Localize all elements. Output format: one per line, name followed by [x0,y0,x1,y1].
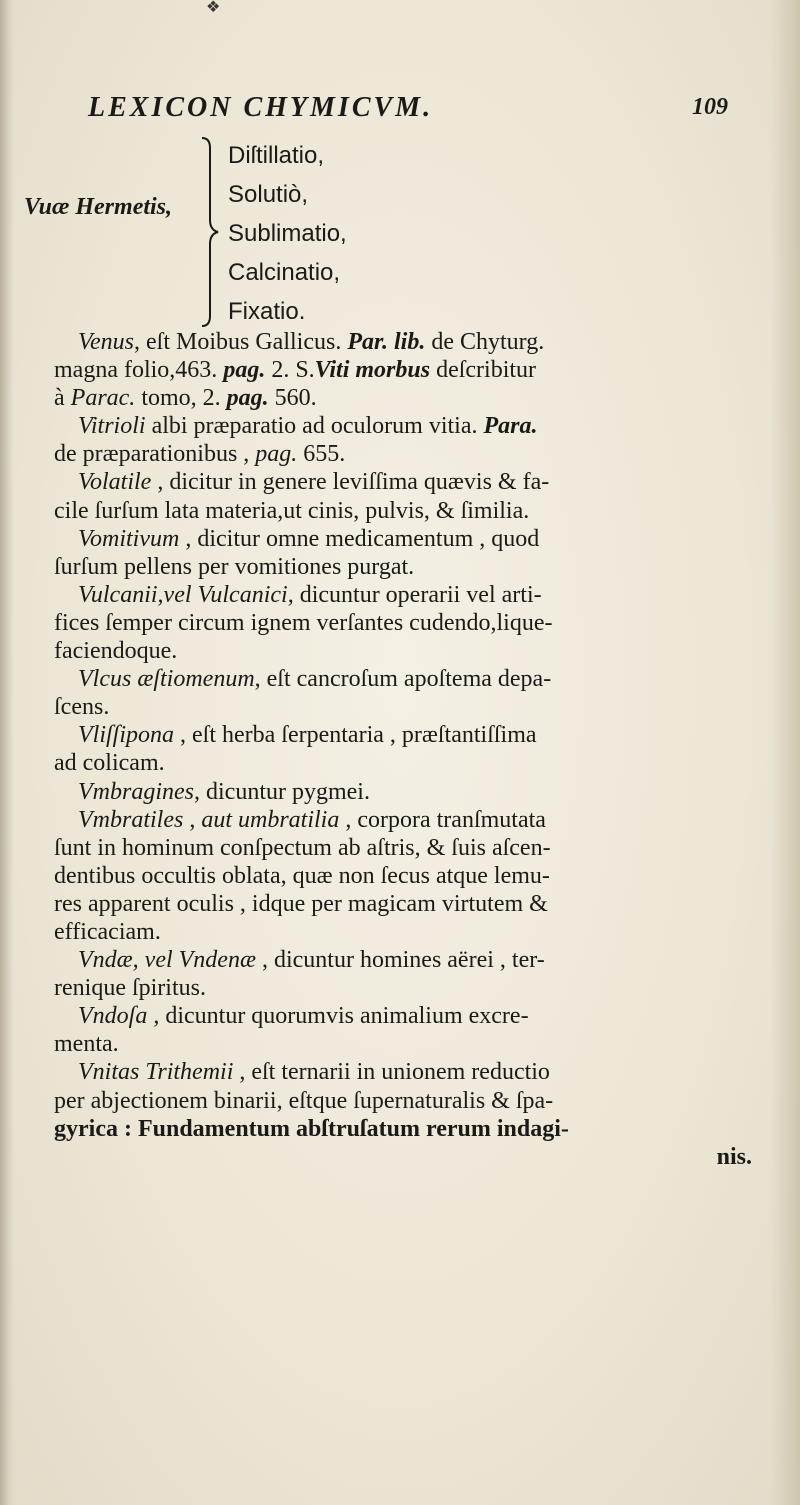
entry-text: Par. lib. [347,329,426,355]
lexicon-entry [54,468,768,524]
entry-headword: Volatile [78,469,152,496]
entry-line [54,1115,768,1143]
entry-text: Para. [483,413,538,440]
entry-text: 2. S. [265,357,315,384]
lexicon-entry [54,665,768,721]
entry-line [54,384,768,412]
entry-text: , corpora tranſmutata [339,806,546,833]
entry-line [54,553,768,581]
entry-line [54,412,768,440]
entry-text: dicuntur operarii vel arti- [293,581,542,608]
running-title: LEXICON CHYMICVM. [88,92,434,123]
entry-line [54,665,768,693]
entry-text: magna folio,463. [54,357,224,384]
entry-text: efficaciam. [54,918,161,945]
entry-text: , eſt Moibus [134,329,256,355]
entry-line [54,890,768,918]
entry-line [54,1143,768,1171]
entry-text: dentibus occultis oblata, quæ non ſecus atque lemu- [54,862,550,889]
lexicon-entry [54,946,768,1002]
lexicon-entry [54,412,768,468]
operation-item: Fixatio. [228,298,306,325]
entry-headword: Vlcus æſtiomenum [78,666,255,693]
entry-line [54,1030,768,1058]
entry-line [54,778,768,806]
entry-line [54,328,768,356]
entry-headword: Vomitivum [78,525,180,552]
entry-text: , dicuntur homines aërei , ter- [255,947,545,974]
entry-headword: Vndoſa [78,1003,148,1030]
entry-text: gyrica : Fundamentum abſtruſatum rerum indagi- [54,1115,569,1142]
entry-text: à [54,385,71,412]
entry-text: , eſt herba ſerpentaria , præſtantiſſima [174,722,537,749]
entry-line [54,1087,768,1115]
entry-line [54,525,768,553]
entry-text: , eſt cancroſum apoſtema depa- [254,666,552,693]
entry-headword: Vmbragines, [78,778,200,805]
entry-line [54,468,768,496]
entry-line [54,834,768,862]
entry-text: 655. [297,441,346,468]
entry-line [54,440,768,468]
running-header [88,92,728,132]
entry-headword: Venus [78,329,134,355]
entry-headword: Vndæ, vel Vndenæ [78,947,256,974]
entry-text: fices ſemper circum ignem verſantes cudendo,lique- [54,609,553,636]
entry-text: 560. [268,385,317,412]
entry-line [54,974,768,1002]
entry-text: ad colicam. [54,750,165,777]
operation-item: Diſtillatio, [228,142,325,169]
entry-headword: Vitrioli [78,413,146,440]
entry-text: pag. [255,441,298,468]
entry-line [54,946,768,974]
entry-headword: Vulcanii,vel Vulcanici, [78,581,294,608]
brace-icon [196,134,222,330]
entry-line [54,1058,768,1086]
entry-text: , dicitur omne medicamentum , quod [179,525,540,552]
operation-item: Sublimatio, [228,220,347,247]
entry-text: dicuntur pygmei. [200,778,370,805]
entry-text: res apparent oculis , idque per magicam virtutem & [54,890,548,917]
lexicon-entry [54,328,768,412]
entry-text: , [183,806,202,833]
printer-ornament: ❖ [206,0,221,16]
entry-text: de præparationibus , [54,441,256,468]
entry-line [54,721,768,749]
entry-text: renique ſpiritus. [54,975,206,1002]
lexicon-entry [54,525,768,581]
entry-line [54,637,768,665]
entry-text: de Chyturg. [425,329,545,355]
entry-line [54,609,768,637]
entry-text: Viti morbus [314,357,431,384]
entry-text: , eſt ternarii in unionem reductio [233,1059,550,1086]
entry-headword: Vliſſipona [78,722,174,749]
entry-text: , dicitur in genere leviſſima quævis & fa- [151,469,550,496]
entry-text: ſcens. [54,694,110,721]
entry-text: ſunt in hominum conſpectum ab aſtris, & ſuis aſcen- [54,834,551,861]
entry-headword: Vmbratiles [78,806,184,833]
lexicon-entry [54,581,768,665]
entry-line [54,918,768,946]
entry-text: nis. [716,1143,752,1170]
operation-item: Solutiò, [228,181,309,208]
entry-text: faciendoque. [54,638,178,665]
entry-text: deſcribitur [430,357,537,384]
lexicon-entry [54,1058,768,1170]
operation-list [228,136,347,331]
entry-line [54,806,768,834]
vue-hermetis-headword: Vuæ Hermetis, [24,194,173,220]
entry-text: Gallicus. [255,329,348,355]
entry-text: albi præparatio ad oculorum vitia. [145,413,484,440]
lexicon-entry [54,721,768,777]
entry-text: menta. [54,1031,119,1058]
page-gutter [0,0,14,1505]
entry-text: Parac. [70,385,136,412]
page-edge [770,0,800,1505]
entry-line [54,693,768,721]
entry-text: , dicuntur quorumvis animalium excre- [147,1003,529,1030]
entry-line [54,1002,768,1030]
entry-text: aut umbratilia [201,806,340,833]
entry-text: tomo, 2. [135,385,227,412]
entry-text: per abjectionem binarii, eſtque ſupernaturalis & ſpa- [54,1087,554,1114]
operation-item: Calcinatio, [228,259,341,286]
lexicon-entry [54,778,768,806]
lexicon-entries [54,328,768,1171]
lexicon-entry [54,806,768,946]
entry-text: pag. [223,357,266,384]
entry-line [54,749,768,777]
page-number: 109 [692,94,728,120]
entry-text: ſurſum pellens per vomitiones purgat. [54,553,415,580]
entry-line [54,862,768,890]
entry-line [54,581,768,609]
entry-text: cile ſurſum lata materia,ut cinis, pulvis, & ſimilia. [54,497,530,524]
entry-text: pag. [226,385,269,412]
entry-headword: Vnitas Trithemii [78,1059,234,1086]
entry-line [54,356,768,384]
lexicon-entry [54,1002,768,1058]
entry-line [54,497,768,525]
